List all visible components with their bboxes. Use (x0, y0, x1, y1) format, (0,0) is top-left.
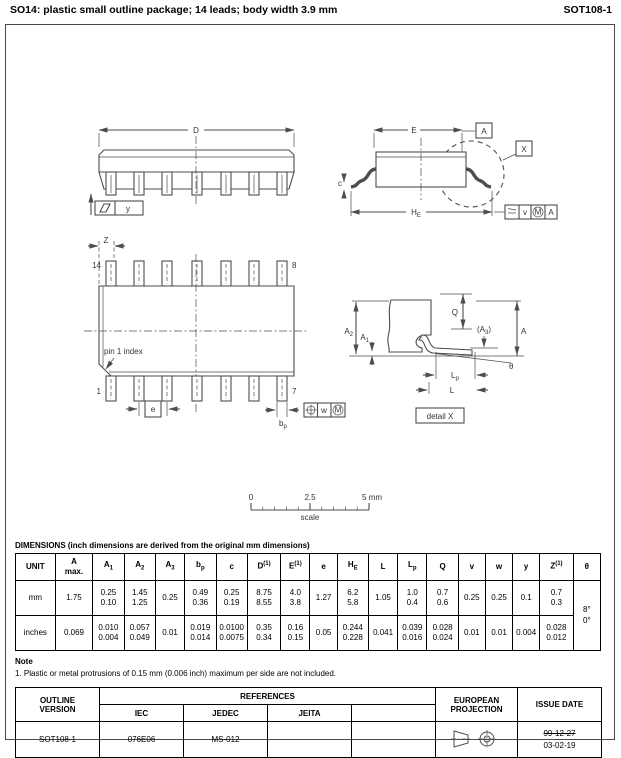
value-cell: 1.75 (55, 581, 93, 616)
extra-value (352, 722, 436, 758)
value-cell: 0.010 0.004 (93, 616, 124, 651)
lead-section (419, 335, 472, 355)
value-cell: 0.25 (458, 581, 485, 616)
value-cell: 0.01 (485, 616, 512, 651)
col-jedec: JEDEC (184, 705, 268, 722)
dimensions-caption: DIMENSIONS (inch dimensions are derived from the original mm dimensions) (15, 541, 310, 550)
col-e: e (310, 554, 337, 581)
dim-label-q: Q (451, 308, 458, 317)
svg-text:X: X (521, 145, 527, 154)
issue-date-old: 99-12-27 (543, 728, 576, 738)
references-table (15, 687, 602, 758)
scale-5mm: 5 mm (362, 493, 382, 502)
value-cell: 0.244 0.228 (337, 616, 368, 651)
col-q: Q (427, 554, 458, 581)
detail-x-title-box (416, 408, 464, 423)
y-datum-box (95, 201, 143, 215)
dim-label-theta: θ (509, 362, 514, 371)
note-title: Note (15, 657, 33, 666)
dim-row-inches (16, 616, 601, 651)
dim-label-he: $H_E$ (411, 208, 421, 219)
svg-text:v: v (523, 208, 527, 217)
value-cell: 0.0100 0.0075 (216, 616, 247, 651)
tolerance-frame-w (304, 403, 345, 417)
note-block (15, 657, 614, 678)
note-line-1: 1. Plastic or metal protrusions of 0.15 mm (0.006 inch) maximum per side are not included. (15, 669, 337, 678)
value-cell: 0.25 (485, 581, 512, 616)
value-cell: 0.05 (310, 616, 337, 651)
value-cell: 1.27 (310, 581, 337, 616)
value-cell: 0.057 0.049 (124, 616, 155, 651)
col-a2: $A_2$ (124, 554, 155, 581)
projection-symbol-cell (436, 722, 518, 758)
scale-bar (249, 493, 383, 522)
col-unit: UNIT (16, 554, 56, 581)
col-bp: $b_p$ (185, 554, 216, 581)
col-a1: $A_1$ (93, 554, 124, 581)
col-a: A max. (55, 554, 93, 581)
pin1-index-label: pin 1 index (104, 347, 143, 356)
value-cell: 0.1 (513, 581, 540, 616)
col-jeita: JEITA (268, 705, 352, 722)
col-european-projection: EUROPEAN PROJECTION (436, 688, 518, 722)
issue-date-value (518, 722, 602, 758)
value-cell: 0.25 0.10 (93, 581, 124, 616)
col-v: v (458, 554, 485, 581)
value-cell: 1.05 (368, 581, 397, 616)
lead-left (351, 169, 376, 187)
value-cell: 1.45 1.25 (124, 581, 155, 616)
scale-label: scale (300, 513, 320, 522)
col-references: REFERENCES (100, 688, 436, 705)
datum-a-box (476, 123, 492, 138)
pin-14-label: 14 (92, 261, 101, 270)
tolerance-frame-v (505, 205, 557, 219)
value-cell: 0.028 0.024 (427, 616, 458, 651)
value-cell: 0.039 0.016 (398, 616, 427, 651)
iec-value: 076E06 (100, 722, 184, 758)
col-d: $D^{(1)}$ (247, 554, 280, 581)
scale-2-5: 2.5 (304, 493, 316, 502)
dim-label-l: L (449, 386, 455, 395)
pin-1-label: 1 (96, 387, 101, 396)
value-cell: 0.004 (513, 616, 540, 651)
detail-x-ref-box (503, 141, 532, 160)
col-y: y (513, 554, 540, 581)
side-view (91, 126, 294, 215)
col-l: L (368, 554, 397, 581)
value-cell: 8.75 8.55 (247, 581, 280, 616)
dim-label-a: A (521, 327, 527, 336)
pin-8-label: 8 (292, 261, 297, 270)
value-cell: 0.35 0.34 (247, 616, 280, 651)
dim-label-bp: $b_p$ (279, 419, 287, 430)
lead-right (466, 169, 491, 187)
dim-label-lp: $L_p$ (451, 371, 459, 382)
value-cell: 0.49 0.36 (185, 581, 216, 616)
end-view (338, 123, 557, 219)
dim-label-z: Z (103, 236, 109, 245)
value-cell: 6.2 5.8 (337, 581, 368, 616)
svg-text:A: A (481, 127, 487, 136)
jedec-value: MS-012 (184, 722, 268, 758)
col-iec: IEC (100, 705, 184, 722)
value-cell: 1.0 0.4 (398, 581, 427, 616)
refs-data-row (16, 722, 602, 758)
col-issue-date: ISSUE DATE (518, 688, 602, 722)
y-datum-label: y (126, 204, 130, 214)
col-a3: $A_3$ (155, 554, 184, 581)
first-angle-projection-icon (451, 729, 503, 749)
col-he: $H_E$ (337, 554, 368, 581)
svg-text:e: e (150, 405, 156, 414)
unit-cell: mm (16, 581, 56, 616)
jeita-value (268, 722, 352, 758)
svg-text:detail X: detail X (426, 412, 454, 421)
svg-text:A: A (548, 208, 554, 217)
pin-7-label: 7 (292, 387, 297, 396)
dim-label-c: c (338, 179, 342, 188)
detail-x-view (344, 294, 527, 423)
value-cell: 0.16 0.15 (281, 616, 310, 651)
value-cell: 0.069 (55, 616, 93, 651)
unit-cell: inches (16, 616, 56, 651)
value-cell: 0.25 (155, 581, 184, 616)
dim-row-mm (16, 581, 601, 616)
doc-code: SOT108-1 (563, 4, 612, 16)
value-cell: 0.25 0.19 (216, 581, 247, 616)
value-cell: 0.01 (458, 616, 485, 651)
col-c: c (216, 554, 247, 581)
value-cell: 0.028 0.012 (540, 616, 573, 651)
dim-label-a3: $(A_3)$ (476, 325, 492, 336)
theta-cell: 8° 0° (573, 581, 600, 651)
dim-label-a1: $A_1$ (360, 333, 369, 344)
dim-label-a2: $A_2$ (344, 327, 353, 338)
col-blank (352, 705, 436, 722)
value-cell: 0.019 0.014 (185, 616, 216, 651)
bottom-leads (106, 376, 287, 401)
scale-0: 0 (248, 493, 254, 502)
value-cell: 4.0 3.8 (281, 581, 310, 616)
refs-header-row-1 (16, 688, 602, 705)
package-drawing (6, 25, 614, 530)
page-title: SO14: plastic small outline package; 14 leads; body width 3.9 mm (10, 4, 338, 16)
top-view (84, 236, 345, 430)
svg-text:M: M (534, 207, 542, 217)
dim-label-e: E (411, 126, 417, 135)
svg-text:M: M (334, 405, 342, 415)
col-outline-version: OUTLINE VERSION (16, 688, 100, 722)
issue-date-new: 03-02-19 (543, 740, 576, 750)
value-cell: 0.7 0.3 (540, 581, 573, 616)
page-header (10, 4, 612, 16)
col-e-cap: $E^{(1)}$ (281, 554, 310, 581)
value-cell: 0.041 (368, 616, 397, 651)
col-z: $Z^{(1)}$ (540, 554, 573, 581)
value-cell: 0.01 (155, 616, 184, 651)
dimensions-table (15, 553, 601, 651)
e-pitch-box (145, 401, 161, 417)
top-leads (106, 261, 287, 286)
col-w: w (485, 554, 512, 581)
col-lp: $L_p$ (398, 554, 427, 581)
col-theta: θ (573, 554, 600, 581)
drawing-frame (5, 24, 615, 750)
dim-header-row (16, 554, 601, 581)
dim-label-d: D (193, 126, 199, 135)
value-cell: 0.7 0.6 (427, 581, 458, 616)
outline-version-value: SOT108-1 (16, 722, 100, 758)
svg-text:w: w (321, 406, 327, 415)
